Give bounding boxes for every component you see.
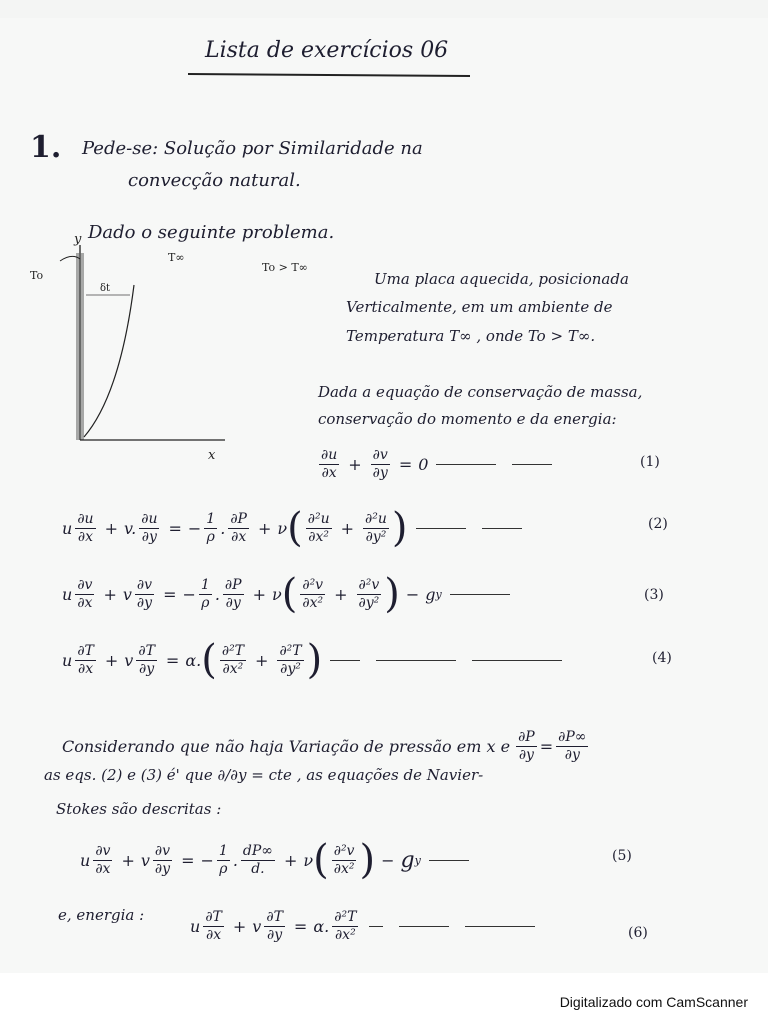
page-title: Lista de exercícios 06 [205, 38, 449, 63]
boundary-layer-curve [84, 285, 134, 437]
wall-temp-label: To [30, 269, 44, 282]
ambient-label: T∞ [168, 251, 185, 264]
camscanner-watermark: Digitalizado com CamScanner [559, 994, 748, 1010]
description-line-3: Temperatura T∞ , onde To > T∞. [346, 327, 596, 345]
question-line-1: Pede-se: Solução por Similaridade na [82, 138, 423, 159]
condition-label: To > T∞ [262, 261, 308, 274]
considering-line-1: Considerando que não haja Variação de pressão em x e $\frac{\partial P}{\partial y}$ = $\frac{\partial P\infty}{\partial y}$ [62, 729, 587, 763]
equation-label-3: (3) [644, 587, 664, 603]
equation-label-6: (6) [628, 925, 648, 941]
considering-line-2: as eqs. (2) e (3) é' que ∂/∂y = cte , as equações de Navier- [44, 766, 484, 784]
equation-label-1: (1) [640, 454, 660, 470]
description-line-5: conservação do momento e da energia: [318, 410, 617, 428]
x-axis-label: x [208, 448, 216, 463]
delta-label: δt [100, 283, 111, 294]
energy-label: e, energia : [58, 906, 145, 924]
y-axis-label: y [74, 232, 82, 247]
considering-text-1: Considerando que não haja Variação de pressão em x e [62, 736, 511, 756]
equation-momentum-y: u $\frac{\partial v}{\partial x}$ + v $\frac{\partial v}{\partial y}$ = − $\frac{1}{\rho}$ . $\frac{\partial P}{\partial y}$ + ν ( $\frac{\text{∂²v}}{\text{∂x²}}$ + $\frac{\text{∂²v}}{\text{∂y²}}$ ) − g y [62, 574, 518, 614]
problem-intro: Dado o seguinte problema. [88, 222, 335, 243]
description-line-4: Dada a equação de conservação de massa, [318, 383, 643, 401]
equation-label-5: (5) [612, 848, 632, 864]
question-number: 1. [30, 130, 62, 165]
equation-label-4: (4) [652, 650, 672, 666]
equation-label-2: (2) [648, 516, 668, 532]
description-line-1: Uma placa aquecida, posicionada [374, 270, 629, 288]
heated-plate [76, 253, 84, 440]
description-line-2: Verticalmente, em um ambiente de [346, 298, 613, 316]
equation-energy-simplified: u $\frac{\partial T}{\partial x}$ + v $\frac{\partial T}{\partial y}$ = α. $\frac{\text{∂²T}}{\text{∂x²}}$ [190, 910, 543, 942]
equation-continuity: $\frac{\partial u}{\partial x}$ + $\frac{\partial v}{\partial y}$ = 0 [316, 448, 560, 480]
equation-energy: u $\frac{\partial T}{\partial x}$ + v $\frac{\partial T}{\partial y}$ = α. ( $\frac{\text{∂²T}}{\text{∂x²}}$ + $\frac{\text{∂²T}}{\text{∂y²}}$ ) [62, 640, 570, 680]
equation-momentum-x: u $\frac{\partial u}{\partial x}$ + v. $\frac{\partial u}{\partial y}$ = − $\frac{1}{\rho}$ . $\frac{\partial P}{\partial x}$ + ν ( $\frac{\text{∂²u}}{\text{∂x²}}$ + $\frac{\text{∂²u}}{\text{∂y²}}$ ) [62, 508, 530, 548]
equation-navier-stokes: u $\frac{\partial v}{\partial x}$ + v $\frac{\partial v}{\partial y}$ = − $\frac{1}{\rho}$ . $\frac{dP\infty}{d.}$ + ν ( $\frac{\text{∂²v}}{\text{∂x²}}$ ) − g y [80, 840, 477, 880]
considering-line-3: Stokes são descritas : [56, 800, 222, 818]
question-line-2: convecção natural. [128, 170, 301, 191]
scanned-page [0, 18, 768, 973]
